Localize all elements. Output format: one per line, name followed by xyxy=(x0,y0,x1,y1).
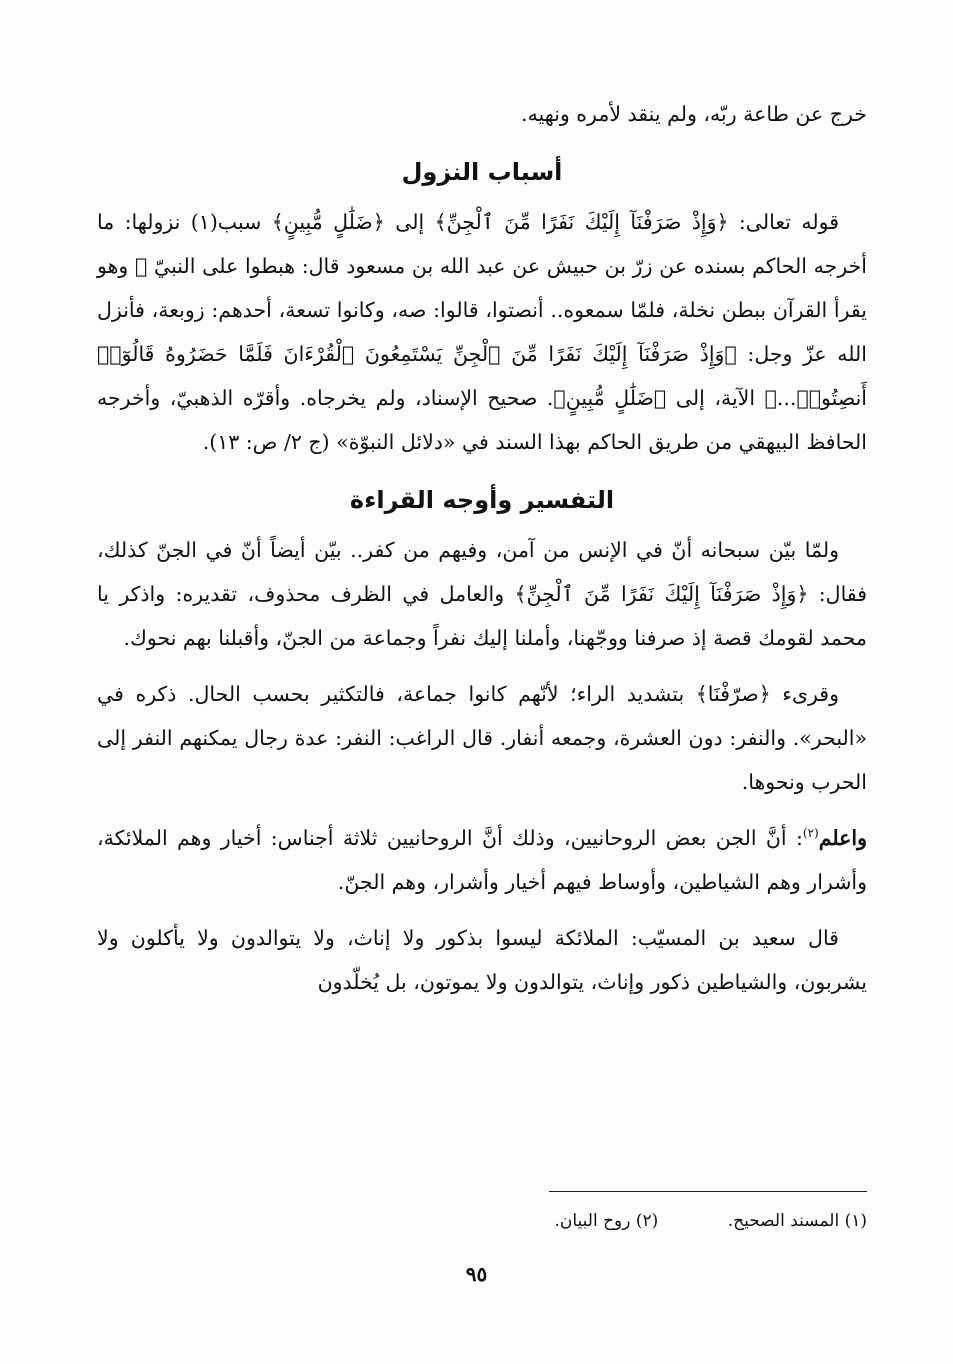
page-number: ٩٥ xyxy=(465,1262,488,1286)
paragraph-lead-word: واعلم xyxy=(818,826,867,850)
paragraph-text: : أنَّ الجن بعض الروحانيين، وذلك أنَّ الروحانيين ثلاثة أجناس: أخيار وهم الملائكة، وأشرار وهم الشياطين، وأوساط فيهم أخيار وأشرار، وهم الجنّ. xyxy=(97,826,867,894)
footnote-marker: (٢) xyxy=(802,826,819,841)
footnotes xyxy=(97,1206,867,1236)
section-heading-revelation: أسباب النزول xyxy=(401,158,563,186)
tafsir-paragraph-4: قال سعيد بن المسيّب: الملائكة ليسوا بذكور ولا إناث، ولا يتوالدون ولا يأكلون ولا يشربون، والشياطين ذكور وإناث، يتوالدون ولا يموتون، بل يُخلّدون xyxy=(97,926,867,994)
tafsir-paragraph-1: ولمّا بيّن سبحانه أنّ في الإنس من آمن، وفيهم من كفر.. بيّن أيضاً أنّ في الجنّ كذلك، فقال: ﴿وَإِذْ صَرَفْنَآ إِلَيْكَ نَفَرًا مِّنَ ٱلْجِنِّ﴾ والعامل في الظرف محذوف، تقديره: واذكر يا محمد لقومك قصة إذ صرفنا ووجّهنا، وأملنا إليك نفراً وجماعة من الجنّ، وأقبلنا بهم نحوك. xyxy=(97,538,867,650)
footnote-2: (٢) روح البيان. xyxy=(554,1211,659,1231)
section-heading-tafsir: التفسير وأوجه القراءة xyxy=(349,486,615,514)
tafsir-paragraph-3 xyxy=(97,816,867,904)
revelation-paragraph: قوله تعالى: ﴿وَإِذْ صَرَفْنَآ إِلَيْكَ نَفَرًا مِّنَ ٱلْجِنِّ﴾ إلى ﴿ضَلَٰلٍ مُّبِينٍ﴾ سبب(١) نزولها: ما أخرجه الحاكم بسنده عن زرّ بن حبيش عن عبد الله بن مسعود قال: هبطوا على النبيّ ﷺ وهو يقرأ القرآن ببطن نخلة، فلمّا سمعوه.. أنصتوا، قالوا: صه، وكانوا تسعة، أحدهم: زوبعة، فأنزل الله عزّ وجل: ﴿وَإِذْ صَرَفْنَآ إِلَيْكَ نَفَرًا مِّنَ ٱلْجِنِّ يَسْتَمِعُونَ ٱلْقُرْءَانَ فَلَمَّا حَضَرُوهُ قَالُوٓا۟ أَنصِتُوا۟...﴾ الآية، إلى ﴿ضَلَٰلٍ مُّبِينٍ﴾. صحيح الإسناد، ولم يخرجاه. وأقرّه الذهبيّ، وأخرجه الحافظ البيهقي من طريق الحاكم بهذا السند في «دلائل النبوّة» (ج ٢/ ص: ١٣). xyxy=(97,210,868,454)
footnote-divider xyxy=(549,1191,867,1192)
intro-line: خرج عن طاعة ربّه، ولم ينقد لأمره ونهيه. xyxy=(521,102,867,126)
footnote-1: (١) المسند الصحيح. xyxy=(727,1211,867,1231)
page-body xyxy=(97,92,867,1004)
tafsir-paragraph-2: وقرىء ﴿صرّفْنَا﴾ بتشديد الراء؛ لأنّهم كانوا جماعة، فالتكثير بحسب الحال. ذكره في «البحر». والنفر: دون العشرة، وجمعه أنفار. قال الراغب: النفر: عدة رجال يمكنهم النفر إلى الحرب ونحوها. xyxy=(97,682,867,794)
